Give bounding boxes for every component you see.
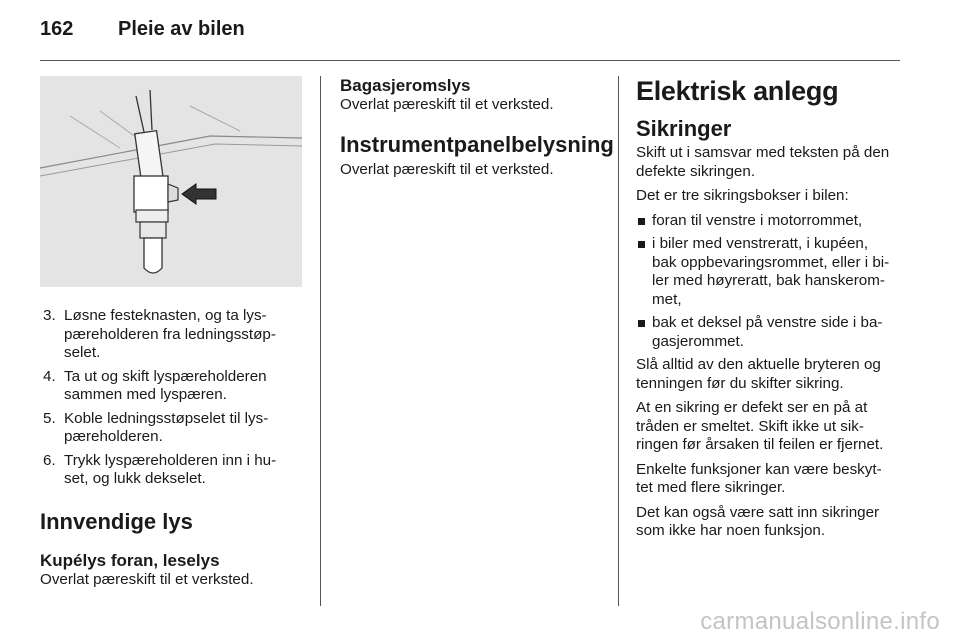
step-number: 5. (43, 409, 56, 427)
list-item (636, 314, 902, 351)
bulb-holder-illustration (40, 76, 302, 287)
procedure-steps (40, 307, 302, 489)
paragraph-multiple-fuses (636, 461, 902, 498)
bulb-holder-drawing (40, 76, 302, 287)
column-divider-left (320, 76, 321, 606)
section-title-electrical-system: Elektrisk anlegg (636, 76, 839, 106)
bullet-square-icon (638, 241, 645, 248)
instrument-panel-lighting-text: Overlat pæreskift til et verksted. (340, 160, 554, 178)
step-number: 4. (43, 367, 56, 385)
paragraph-unused-fuses (636, 504, 902, 541)
section-title-interior-lights: Innvendige lys (40, 508, 193, 534)
step-item (40, 452, 302, 489)
paragraph-switch-off (636, 356, 902, 393)
text-line: gasjerommet. (652, 332, 745, 350)
page-header (40, 18, 245, 48)
text-line: ler med høyreratt, bak hanskerom- (652, 272, 885, 289)
text-line: som ikke har noen funksjon. (636, 522, 826, 539)
step-line: sammen med lyspæren. (64, 386, 227, 403)
text-line: bak et deksel på venstre side i ba- (652, 314, 883, 331)
text-line: met, (652, 290, 682, 308)
courtesy-lights-text: Overlat pæreskift til et verksted. (40, 570, 254, 588)
paragraph-defective-fuse (636, 399, 902, 455)
text-line: tråden er smeltet. Skift ikke ut sik- (636, 417, 864, 435)
step-line: Ta ut og skift lyspæreholderen (64, 367, 267, 385)
text-line: Det kan også være satt inn sikringer (636, 503, 880, 521)
text-line: ringen før årsaken til feilen er fjernet. (636, 436, 884, 453)
step-item (40, 368, 302, 405)
text-line: foran til venstre i motorrommet, (652, 211, 863, 229)
fuse-box-list-intro: Det er tre sikringsbokser i bilen: (636, 187, 849, 204)
fuse-box-list (636, 212, 902, 352)
load-compartment-light-text: Overlat pæreskift til et verksted. (340, 96, 554, 113)
text-line: tet med flere sikringer. (636, 479, 786, 496)
step-line: pæreholderen fra ledningsstøp- (64, 325, 276, 343)
step-number: 3. (43, 307, 56, 324)
bullet-square-icon (638, 320, 645, 327)
text-line: defekte sikringen. (636, 162, 756, 180)
subsection-title-fuses: Sikringer (636, 116, 732, 141)
text-line: tenningen før du skifter sikring. (636, 374, 844, 392)
watermark: carmanualsonline.info (700, 608, 940, 635)
text-line: Slå alltid av den aktuelle bryteren og (636, 356, 881, 373)
text-line: bak oppbevaringsrommet, eller i bi- (652, 253, 890, 271)
step-line: selet. (64, 344, 101, 361)
header-rule (40, 60, 900, 61)
text-line: Skift ut i samsvar med teksten på den (636, 144, 890, 161)
column-divider-right (618, 76, 619, 606)
text-line: At en sikring er defekt ser en på at (636, 399, 868, 416)
page-number: 162 (40, 18, 74, 40)
heading-load-compartment-light: Bagasjeromslys (340, 76, 471, 95)
step-item (40, 410, 302, 447)
step-line: Trykk lyspæreholderen inn i hu- (64, 451, 277, 469)
chapter-title: Pleie av bilen (118, 18, 245, 40)
step-line: set, og lukk dekselet. (64, 470, 206, 487)
list-item (636, 235, 902, 309)
text-line: Enkelte funksjoner kan være beskyt- (636, 460, 882, 478)
step-item (40, 307, 302, 363)
bullet-square-icon (638, 218, 645, 225)
column-1 (40, 76, 302, 589)
list-item (636, 212, 902, 231)
step-line: Løsne festeknasten, og ta lys- (64, 307, 267, 324)
fuses-intro-text (636, 144, 902, 181)
heading-instrument-panel-lighting: Instrumentpanelbelysning (340, 131, 614, 157)
step-line: Koble ledningsstøpselet til lys- (64, 409, 269, 427)
text-line: i biler med venstreratt, i kupéen, (652, 235, 869, 252)
column-2 (340, 76, 614, 179)
step-line: pæreholderen. (64, 428, 163, 445)
subsection-title-courtesy-lights: Kupélys foran, leselys (40, 550, 220, 570)
column-3 (636, 76, 902, 547)
step-number: 6. (43, 451, 56, 469)
